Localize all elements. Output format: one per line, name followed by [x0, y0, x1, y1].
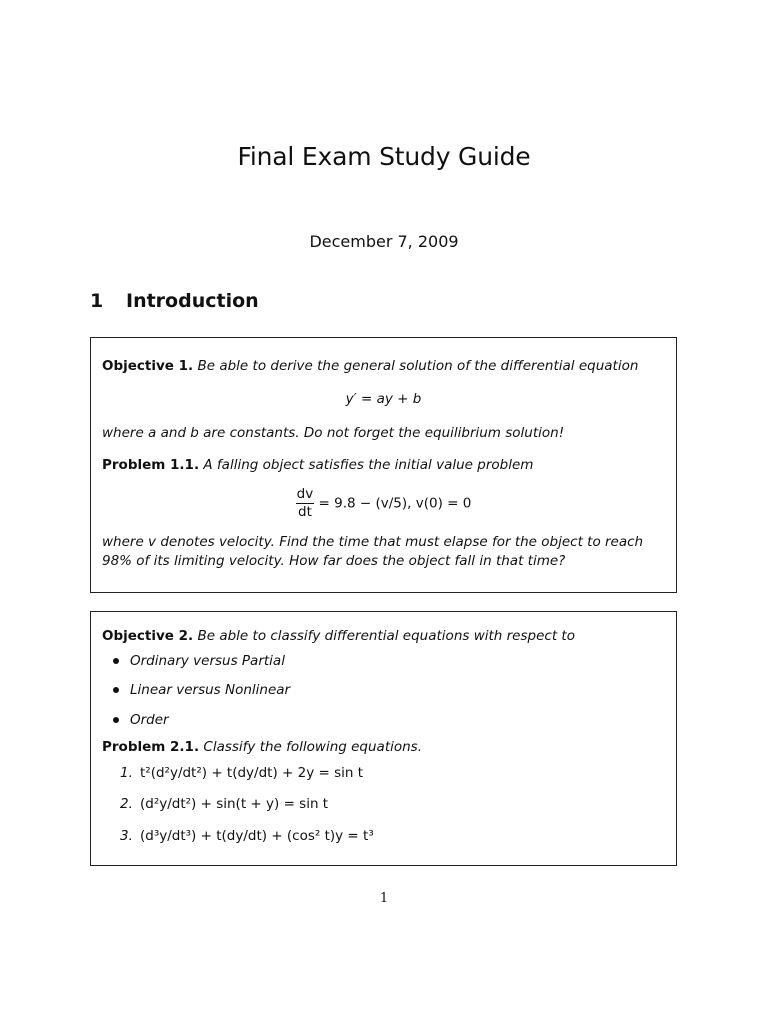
problem-1-1-label: Problem 1.1. [102, 457, 200, 473]
document-title: Final Exam Study Guide [237, 142, 531, 171]
objective-1-equation: y′ = ay + b [345, 391, 422, 407]
bullet-icon [113, 658, 119, 664]
problem-2-1-line [102, 738, 665, 757]
document-date: December 7, 2009 [309, 232, 459, 251]
problem-1-1-line [102, 456, 665, 475]
objective-1-text: Be able to derive the general solution of the differential equation [197, 358, 639, 374]
equation-text: t²(d²y/dt²) + t(dy/dt) + 2y = sin t [140, 765, 364, 781]
section-title: Introduction [126, 290, 259, 312]
list-item: 3. (d³y/dt³) + t(dy/dt) + (cos² t)y = t³ [120, 828, 374, 844]
objective-box-1 [90, 337, 677, 593]
objective-2-text: Be able to classify differential equations with respect to [197, 628, 575, 644]
objective-1-note: where a and b are constants. Do not forget the equilibrium solution! [102, 425, 565, 441]
objective-1-label: Objective 1. [102, 358, 194, 374]
problem-1-1-description: where v denotes velocity. Find the time that must elapse for the object to reach 98% of its limiting velocity. How far does the object fall in that time? [102, 534, 644, 569]
list-item: 2. (d²y/dt²) + sin(t + y) = sin t [120, 796, 329, 812]
problem-1-1-equation: $\frac{dv}{dt}$ = 9.8 − (v/5), v(0) = 0 [296, 486, 472, 520]
objective-2-line [102, 627, 665, 646]
section-number: 1 [90, 290, 104, 312]
equation-text: (d²y/dt²) + sin(t + y) = sin t [140, 796, 329, 812]
derivative-fraction: $\frac{dv}{dt}$ [296, 486, 314, 520]
page-number: 1 [379, 891, 389, 906]
list-item: Linear versus Nonlinear [113, 682, 290, 698]
problem-1-1-text: A falling object satisfies the initial value problem [203, 457, 534, 473]
bullet-icon [113, 717, 119, 723]
list-item: 1. t²(d²y/dt²) + t(dy/dt) + 2y = sin t [120, 765, 364, 781]
objective-1-line [102, 357, 665, 376]
section-heading [90, 290, 259, 312]
problem-2-1-label: Problem 2.1. [102, 739, 200, 755]
list-item: Order [113, 712, 169, 728]
objective-2-label: Objective 2. [102, 628, 194, 644]
bullet-icon [113, 687, 119, 693]
problem-2-1-text: Classify the following equations. [203, 739, 423, 755]
list-item: Ordinary versus Partial [113, 653, 285, 669]
objective-box-2 [90, 611, 677, 866]
equation-text: (d³y/dt³) + t(dy/dt) + (cos² t)y = t³ [140, 828, 374, 844]
